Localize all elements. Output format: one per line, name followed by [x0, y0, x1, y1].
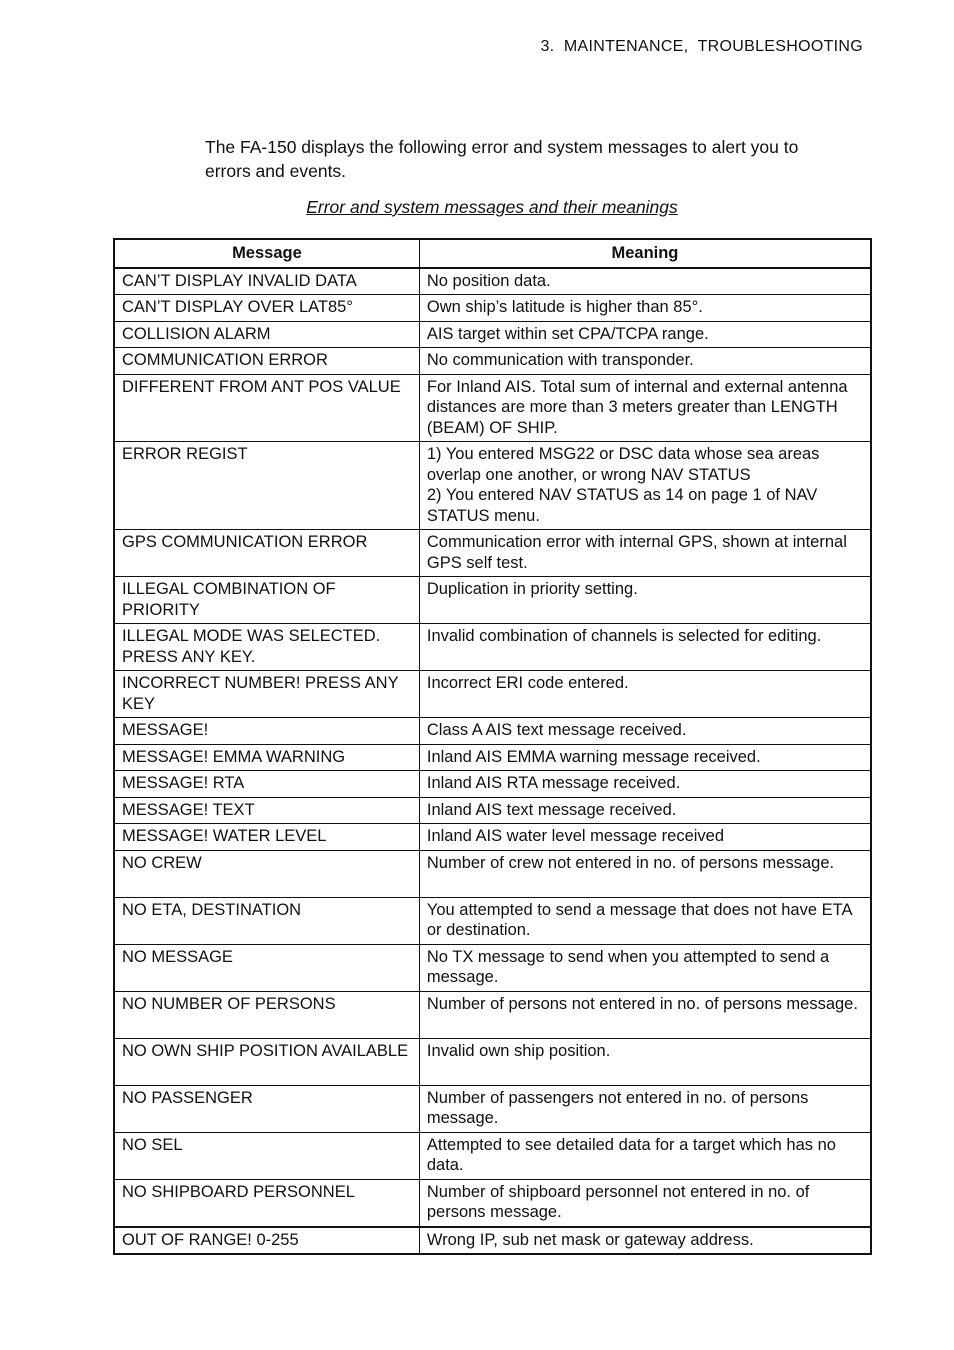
message-cell: MESSAGE! EMMA WARNING — [114, 744, 419, 771]
table-row — [114, 1227, 871, 1255]
meaning-cell: 1) You entered MSG22 or DSC data whose sea areas overlap one another, or wrong NAV STATUS 2) You entered NAV STATUS as 14 on page 1 of NAV STATUS menu. — [419, 442, 871, 530]
running-header: 3. MAINTENANCE, TROUBLESHOOTING — [540, 38, 863, 55]
message-cell: NO SEL — [114, 1132, 419, 1179]
message-cell: CAN’T DISPLAY INVALID DATA — [114, 268, 419, 295]
message-cell: MESSAGE! RTA — [114, 771, 419, 798]
table-row — [114, 944, 871, 991]
meaning-cell: No communication with transponder. — [419, 348, 871, 375]
message-cell: MESSAGE! TEXT — [114, 797, 419, 824]
table-row — [114, 991, 871, 1038]
table-row — [114, 577, 871, 624]
message-cell: ILLEGAL COMBINATION OF PRIORITY — [114, 577, 419, 624]
meaning-cell: AIS target within set CPA/TCPA range. — [419, 321, 871, 348]
message-cell: NO ETA, DESTINATION — [114, 897, 419, 944]
table-row — [114, 797, 871, 824]
table-row — [114, 718, 871, 745]
column-header-meaning: Meaning — [419, 239, 871, 268]
table-row — [114, 1038, 871, 1085]
message-cell: MESSAGE! WATER LEVEL — [114, 824, 419, 851]
table-row — [114, 1132, 871, 1179]
table-row — [114, 295, 871, 322]
meaning-cell: Invalid combination of channels is selected for editing. — [419, 624, 871, 671]
meaning-cell: Attempted to see detailed data for a target which has no data. — [419, 1132, 871, 1179]
table-row — [114, 374, 871, 442]
message-cell: NO PASSENGER — [114, 1085, 419, 1132]
message-cell: COMMUNICATION ERROR — [114, 348, 419, 375]
table-row — [114, 744, 871, 771]
table-row — [114, 671, 871, 718]
messages-table — [113, 238, 872, 1255]
table-row — [114, 321, 871, 348]
message-cell: COLLISION ALARM — [114, 321, 419, 348]
meaning-cell: For Inland AIS. Total sum of internal and external antenna distances are more than 3 meters greater than LENGTH (BEAM) OF SHIP. — [419, 374, 871, 442]
meaning-cell: Invalid own ship position. — [419, 1038, 871, 1085]
meaning-cell: Number of shipboard personnel not entered in no. of persons message. — [419, 1179, 871, 1227]
meaning-cell: Number of crew not entered in no. of persons message. — [419, 850, 871, 897]
table-row — [114, 897, 871, 944]
table-row — [114, 850, 871, 897]
meaning-cell: No TX message to send when you attempted to send a message. — [419, 944, 871, 991]
meaning-cell: Own ship’s latitude is higher than 85°. — [419, 295, 871, 322]
table-row — [114, 530, 871, 577]
meaning-cell: Number of persons not entered in no. of persons message. — [419, 991, 871, 1038]
table-row — [114, 348, 871, 375]
message-cell: NO CREW — [114, 850, 419, 897]
message-cell: CAN’T DISPLAY OVER LAT85° — [114, 295, 419, 322]
meaning-cell: Inland AIS water level message received — [419, 824, 871, 851]
message-cell: NO NUMBER OF PERSONS — [114, 991, 419, 1038]
table-row — [114, 1085, 871, 1132]
table-header-row — [114, 239, 871, 268]
message-cell: NO SHIPBOARD PERSONNEL — [114, 1179, 419, 1227]
meaning-cell: Wrong IP, sub net mask or gateway address. — [419, 1227, 871, 1255]
message-cell: NO MESSAGE — [114, 944, 419, 991]
table-row — [114, 1179, 871, 1227]
table-row — [114, 771, 871, 798]
table-row — [114, 624, 871, 671]
meaning-cell: No position data. — [419, 268, 871, 295]
meaning-cell: Communication error with internal GPS, shown at internal GPS self test. — [419, 530, 871, 577]
meaning-cell: Inland AIS RTA message received. — [419, 771, 871, 798]
message-cell: NO OWN SHIP POSITION AVAILABLE — [114, 1038, 419, 1085]
table-row — [114, 268, 871, 295]
column-header-message: Message — [114, 239, 419, 268]
meaning-cell: Class A AIS text message received. — [419, 718, 871, 745]
message-cell: OUT OF RANGE! 0-255 — [114, 1227, 419, 1255]
meaning-cell: Number of passengers not entered in no. of persons message. — [419, 1085, 871, 1132]
message-cell: MESSAGE! — [114, 718, 419, 745]
meaning-cell: Incorrect ERI code entered. — [419, 671, 871, 718]
intro-paragraph: The FA-150 displays the following error and system messages to alert you to errors and events. — [205, 137, 799, 181]
message-cell: GPS COMMUNICATION ERROR — [114, 530, 419, 577]
table-caption: Error and system messages and their meanings — [306, 197, 678, 217]
meaning-cell: Inland AIS EMMA warning message received. — [419, 744, 871, 771]
meaning-cell: You attempted to send a message that does not have ETA or destination. — [419, 897, 871, 944]
table-row — [114, 442, 871, 530]
message-cell: ILLEGAL MODE WAS SELECTED. PRESS ANY KEY. — [114, 624, 419, 671]
meaning-cell: Inland AIS text message received. — [419, 797, 871, 824]
table-row — [114, 824, 871, 851]
message-cell: INCORRECT NUMBER! PRESS ANY KEY — [114, 671, 419, 718]
meaning-cell: Duplication in priority setting. — [419, 577, 871, 624]
message-cell: ERROR REGIST — [114, 442, 419, 530]
message-cell: DIFFERENT FROM ANT POS VALUE — [114, 374, 419, 442]
